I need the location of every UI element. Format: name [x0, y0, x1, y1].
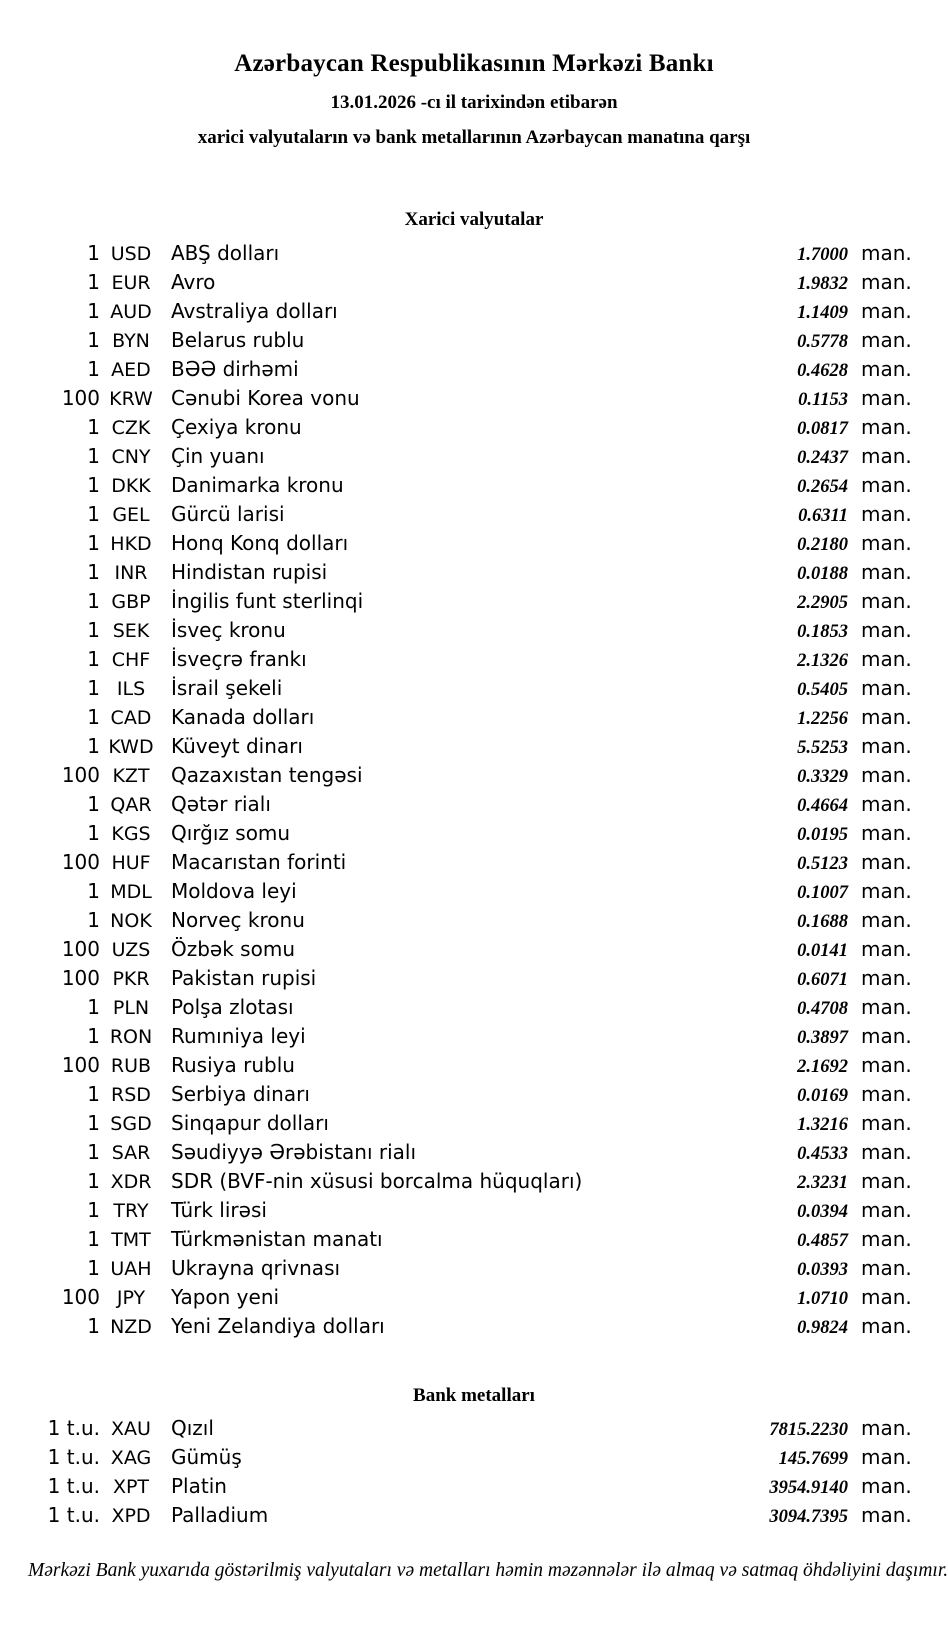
currency-code: XDR [110, 1171, 152, 1193]
currency-name: Qazaxıstan tengəsi [171, 763, 363, 787]
metal-unit: man. [861, 1445, 912, 1469]
currency-quantity: 1 [87, 1082, 100, 1106]
currency-rate: 0.4708 [797, 999, 848, 1019]
currency-row [0, 1169, 948, 1198]
currency-quantity: 1 [87, 589, 100, 613]
currency-name: İngilis funt sterlinqi [171, 589, 364, 613]
metal-code: XPT [112, 1476, 150, 1498]
currency-row [0, 1314, 948, 1343]
currency-name: Danimarka kronu [171, 473, 344, 497]
currency-rate: 0.0195 [797, 825, 848, 845]
currency-name: Türkmənistan manatı [171, 1227, 383, 1251]
currency-name: Honq Konq dolları [171, 531, 349, 555]
metal-quantity: 1 t.u. [47, 1445, 100, 1469]
currency-unit: man. [861, 1169, 912, 1193]
currency-row [0, 1140, 948, 1169]
currency-rate: 0.4533 [797, 1144, 848, 1164]
metal-unit: man. [861, 1503, 912, 1527]
currency-code: SAR [111, 1142, 151, 1164]
currency-code: RSD [111, 1084, 151, 1106]
currency-code: KRW [109, 388, 153, 410]
currency-name: Belarus rublu [171, 328, 305, 352]
currency-unit: man. [861, 589, 912, 613]
currency-unit: man. [861, 937, 912, 961]
currency-name: Avstraliya dolları [171, 299, 338, 323]
currency-rate: 0.2180 [797, 535, 848, 555]
currency-name: Çin yuanı [171, 444, 265, 468]
currency-rate: 1.9832 [797, 274, 848, 294]
currency-name: Yapon yeni [171, 1285, 280, 1309]
currency-quantity: 1 [87, 241, 100, 265]
currency-quantity: 1 [87, 1227, 100, 1251]
page-title: Azərbaycan Respublikasının Mərkəzi Bankı [234, 50, 714, 77]
currency-rate: 1.2256 [797, 709, 848, 729]
currency-code: CAD [110, 707, 152, 729]
currency-rate: 2.3231 [797, 1173, 848, 1193]
currency-row [0, 850, 948, 879]
currency-name: İsveç kronu [171, 618, 286, 642]
currency-unit: man. [861, 676, 912, 700]
currency-unit: man. [861, 299, 912, 323]
metal-row [0, 1445, 948, 1474]
currency-rate: 0.1153 [798, 390, 848, 410]
currency-row [0, 763, 948, 792]
currency-rate: 2.2905 [797, 593, 848, 613]
metal-row [0, 1474, 948, 1503]
currency-rate: 0.1688 [797, 912, 848, 932]
metal-quantity: 1 t.u. [47, 1416, 100, 1440]
metal-row [0, 1503, 948, 1532]
metal-code: XAG [110, 1447, 152, 1469]
currency-unit: man. [861, 1140, 912, 1164]
currency-name: Qırğız somu [171, 821, 291, 845]
currency-quantity: 1 [87, 1256, 100, 1280]
currency-quantity: 1 [87, 1198, 100, 1222]
currency-unit: man. [861, 1053, 912, 1077]
currency-unit: man. [861, 879, 912, 903]
currency-unit: man. [861, 647, 912, 671]
currency-row [0, 792, 948, 821]
currency-row [0, 415, 948, 444]
currency-unit: man. [861, 763, 912, 787]
currency-quantity: 100 [61, 850, 100, 874]
currency-quantity: 1 [87, 357, 100, 381]
metal-name: Gümüş [171, 1445, 242, 1469]
currency-code: HUF [111, 852, 151, 874]
currency-quantity: 1 [87, 270, 100, 294]
currency-unit: man. [861, 1314, 912, 1338]
currency-code: CZK [111, 417, 151, 439]
metal-unit: man. [861, 1474, 912, 1498]
currency-code: MDL [110, 881, 152, 903]
currency-code: NOK [110, 910, 152, 932]
currency-name: İsrail şekeli [171, 676, 283, 700]
currency-unit: man. [861, 1082, 912, 1106]
currency-name: Özbək somu [171, 937, 295, 961]
currency-rate: 5.5253 [797, 738, 848, 758]
currency-unit: man. [861, 705, 912, 729]
currency-rate: 2.1692 [797, 1057, 848, 1077]
currency-rate: 1.1409 [797, 303, 848, 323]
currency-code: RUB [110, 1055, 152, 1077]
metal-rate: 3094.7395 [769, 1507, 848, 1527]
currency-unit: man. [861, 618, 912, 642]
currency-code: CNY [111, 446, 151, 468]
currency-quantity: 1 [87, 618, 100, 642]
currency-quantity: 100 [61, 763, 100, 787]
currency-code: INR [114, 562, 148, 584]
currency-row [0, 1256, 948, 1285]
currency-unit: man. [861, 386, 912, 410]
currency-code: UZS [111, 939, 151, 961]
currency-code: RON [109, 1026, 153, 1048]
currency-quantity: 100 [61, 386, 100, 410]
document-header [0, 0, 948, 149]
currency-rate: 0.0188 [797, 564, 848, 584]
currency-rate: 0.5778 [797, 332, 848, 352]
currency-name: Cənubi Korea vonu [171, 386, 360, 410]
currency-quantity: 1 [87, 792, 100, 816]
currency-code: USD [110, 243, 152, 265]
currency-row [0, 1198, 948, 1227]
currency-row [0, 1227, 948, 1256]
currency-name: Ukrayna qrivnası [171, 1256, 341, 1280]
currency-quantity: 1 [87, 444, 100, 468]
currency-quantity: 1 [87, 328, 100, 352]
currency-rate: 0.3897 [797, 1028, 848, 1048]
currency-name: Polşa zlotası [171, 995, 294, 1019]
currency-row [0, 1053, 948, 1082]
currency-name: Çexiya kronu [171, 415, 302, 439]
currency-row [0, 821, 948, 850]
currency-row [0, 299, 948, 328]
currency-rate: 0.6311 [798, 506, 848, 526]
currency-quantity: 1 [87, 1024, 100, 1048]
currency-code: AUD [110, 301, 152, 323]
currency-code: ILS [116, 678, 146, 700]
currency-quantity: 1 [87, 676, 100, 700]
currency-rate: 0.0393 [797, 1260, 848, 1280]
metal-quantity: 1 t.u. [47, 1474, 100, 1498]
currency-quantity: 100 [61, 1285, 100, 1309]
currency-code: TMT [111, 1229, 151, 1251]
currency-name: Pakistan rupisi [171, 966, 317, 990]
currency-rate: 1.3216 [797, 1115, 848, 1135]
currency-row [0, 705, 948, 734]
currency-row [0, 879, 948, 908]
currency-unit: man. [861, 560, 912, 584]
metal-name: Qızıl [171, 1416, 214, 1440]
effective-date-line: 13.01.2026 -cı il tarixindən etibarən [330, 92, 618, 113]
currency-rate: 0.3329 [797, 767, 848, 787]
currency-unit: man. [861, 502, 912, 526]
currency-code: UAH [110, 1258, 152, 1280]
currency-code: SEK [112, 620, 150, 642]
currency-row [0, 357, 948, 386]
currency-row [0, 995, 948, 1024]
currency-row [0, 647, 948, 676]
currency-code: GEL [112, 504, 150, 526]
currency-name: Avro [171, 270, 216, 294]
currency-row [0, 270, 948, 299]
metal-code: XPD [111, 1505, 151, 1527]
metal-name: Platin [171, 1474, 227, 1498]
currency-code: BYN [112, 330, 150, 352]
currency-unit: man. [861, 821, 912, 845]
currency-code: NZD [110, 1316, 152, 1338]
currency-quantity: 1 [87, 1111, 100, 1135]
currency-unit: man. [861, 415, 912, 439]
currency-rate: 0.1853 [797, 622, 848, 642]
currency-rate: 0.0394 [797, 1202, 848, 1222]
metal-code: XAU [111, 1418, 151, 1440]
currency-rate: 0.2437 [797, 448, 848, 468]
currencies-table [0, 241, 948, 1343]
currency-code: SGD [110, 1113, 152, 1135]
currency-row [0, 473, 948, 502]
currency-name: Kanada dolları [171, 705, 315, 729]
currency-row [0, 502, 948, 531]
currency-quantity: 1 [87, 908, 100, 932]
currency-code: PLN [112, 997, 150, 1019]
currency-unit: man. [861, 270, 912, 294]
currency-quantity: 1 [87, 1314, 100, 1338]
currency-unit: man. [861, 792, 912, 816]
currency-row [0, 966, 948, 995]
currency-quantity: 1 [87, 995, 100, 1019]
metal-rate: 3954.9140 [769, 1478, 848, 1498]
currency-quantity: 1 [87, 705, 100, 729]
metal-rate: 145.7699 [778, 1449, 848, 1469]
currencies-section-title: Xarici valyutalar [404, 209, 544, 230]
currency-row [0, 1024, 948, 1053]
currency-rate: 1.0710 [797, 1289, 848, 1309]
currency-unit: man. [861, 1111, 912, 1135]
currency-name: ABŞ dolları [171, 241, 280, 265]
currency-rate: 0.0817 [797, 419, 848, 439]
currency-code: CHF [111, 649, 151, 671]
currency-unit: man. [861, 995, 912, 1019]
currency-name: Rumıniya leyi [171, 1024, 306, 1048]
currency-unit: man. [861, 850, 912, 874]
currency-unit: man. [861, 444, 912, 468]
currency-rate: 0.4664 [797, 796, 848, 816]
currency-unit: man. [861, 473, 912, 497]
currency-unit: man. [861, 908, 912, 932]
currency-code: HKD [110, 533, 152, 555]
currency-name: Moldova leyi [171, 879, 297, 903]
currency-name: BƏƏ dirhəmi [171, 357, 299, 381]
currency-rate: 0.9824 [797, 1318, 848, 1338]
currency-rate: 0.6071 [797, 970, 848, 990]
currency-rate: 1.7000 [797, 245, 848, 265]
currency-unit: man. [861, 328, 912, 352]
currency-name: SDR (BVF-nin xüsusi borcalma hüquqları) [171, 1169, 583, 1193]
currency-quantity: 100 [61, 1053, 100, 1077]
currency-unit: man. [861, 1256, 912, 1280]
currency-quantity: 100 [61, 966, 100, 990]
currency-name: Qətər rialı [171, 792, 271, 816]
metal-unit: man. [861, 1416, 912, 1440]
currency-row [0, 560, 948, 589]
currency-code: QAR [110, 794, 152, 816]
currency-unit: man. [861, 241, 912, 265]
currency-row [0, 1285, 948, 1314]
currency-unit: man. [861, 734, 912, 758]
currency-row [0, 328, 948, 357]
currency-rate: 0.5123 [797, 854, 848, 874]
currency-rate: 0.0141 [797, 941, 848, 961]
currency-code: JPY [116, 1287, 146, 1309]
metal-rate: 7815.2230 [769, 1420, 848, 1440]
currency-unit: man. [861, 531, 912, 555]
currency-row [0, 531, 948, 560]
currency-code: KGS [111, 823, 151, 845]
currency-name: İsveçrə frankı [171, 647, 307, 671]
currency-code: PKR [112, 968, 150, 990]
currency-rate: 0.0169 [797, 1086, 848, 1106]
metals-table [0, 1416, 948, 1532]
metal-name: Palladium [171, 1503, 269, 1527]
currency-name: Sinqapur dolları [171, 1111, 329, 1135]
metal-row [0, 1416, 948, 1445]
currency-quantity: 1 [87, 1140, 100, 1164]
currency-unit: man. [861, 1024, 912, 1048]
currency-code: DKK [111, 475, 151, 497]
currency-row [0, 386, 948, 415]
currency-row [0, 937, 948, 966]
currency-unit: man. [861, 357, 912, 381]
currency-quantity: 1 [87, 531, 100, 555]
currency-quantity: 1 [87, 1169, 100, 1193]
currency-quantity: 1 [87, 473, 100, 497]
currency-quantity: 1 [87, 299, 100, 323]
currency-quantity: 1 [87, 734, 100, 758]
currency-code: EUR [111, 272, 151, 294]
currency-name: Rusiya rublu [171, 1053, 295, 1077]
currency-name: Macarıstan forinti [171, 850, 347, 874]
currency-code: TRY [113, 1200, 149, 1222]
currency-row [0, 1111, 948, 1140]
currency-quantity: 1 [87, 415, 100, 439]
currency-name: Səudiyyə Ərəbistanı rialı [171, 1140, 417, 1164]
currency-code: KZT [112, 765, 150, 787]
metal-quantity: 1 t.u. [47, 1503, 100, 1527]
currency-unit: man. [861, 1285, 912, 1309]
currency-name: Küveyt dinarı [171, 734, 303, 758]
currency-name: Serbiya dinarı [171, 1082, 310, 1106]
currency-quantity: 1 [87, 879, 100, 903]
currency-name: Hindistan rupisi [171, 560, 328, 584]
metals-section-title: Bank metalları [413, 1385, 535, 1406]
currency-rate: 0.4857 [797, 1231, 848, 1251]
currency-name: Yeni Zelandiya dolları [171, 1314, 385, 1338]
currency-name: Norveç kronu [171, 908, 305, 932]
currency-rate: 0.2654 [797, 477, 848, 497]
currency-row [0, 241, 948, 270]
currency-code: GBP [111, 591, 151, 613]
currency-rate: 0.5405 [797, 680, 848, 700]
currency-unit: man. [861, 966, 912, 990]
currency-rate: 0.4628 [797, 361, 848, 381]
currency-unit: man. [861, 1227, 912, 1251]
currency-quantity: 1 [87, 647, 100, 671]
currency-row [0, 618, 948, 647]
currency-row [0, 676, 948, 705]
footer-disclaimer: Mərkəzi Bank yuxarıda göstərilmiş valyutaları və metalları həmin məzənnələr ilə almaq və satmaq öhdəliyini daşımır. [28, 1560, 948, 1581]
currency-name: Gürcü larisi [171, 502, 285, 526]
currency-rate: 0.1007 [797, 883, 848, 903]
currency-row [0, 589, 948, 618]
currency-quantity: 1 [87, 560, 100, 584]
currency-quantity: 1 [87, 821, 100, 845]
currency-row [0, 444, 948, 473]
currency-rate: 2.1326 [797, 651, 848, 671]
currency-code: KWD [108, 736, 154, 758]
currency-row [0, 734, 948, 763]
currency-row [0, 908, 948, 937]
currency-name: Türk lirəsi [171, 1198, 267, 1222]
currency-quantity: 100 [61, 937, 100, 961]
page-subtitle: xarici valyutaların və bank metallarının Azərbaycan manatına qarşı [197, 127, 751, 148]
currency-code: AED [111, 359, 151, 381]
currency-row [0, 1082, 948, 1111]
currency-unit: man. [861, 1198, 912, 1222]
currency-quantity: 1 [87, 502, 100, 526]
